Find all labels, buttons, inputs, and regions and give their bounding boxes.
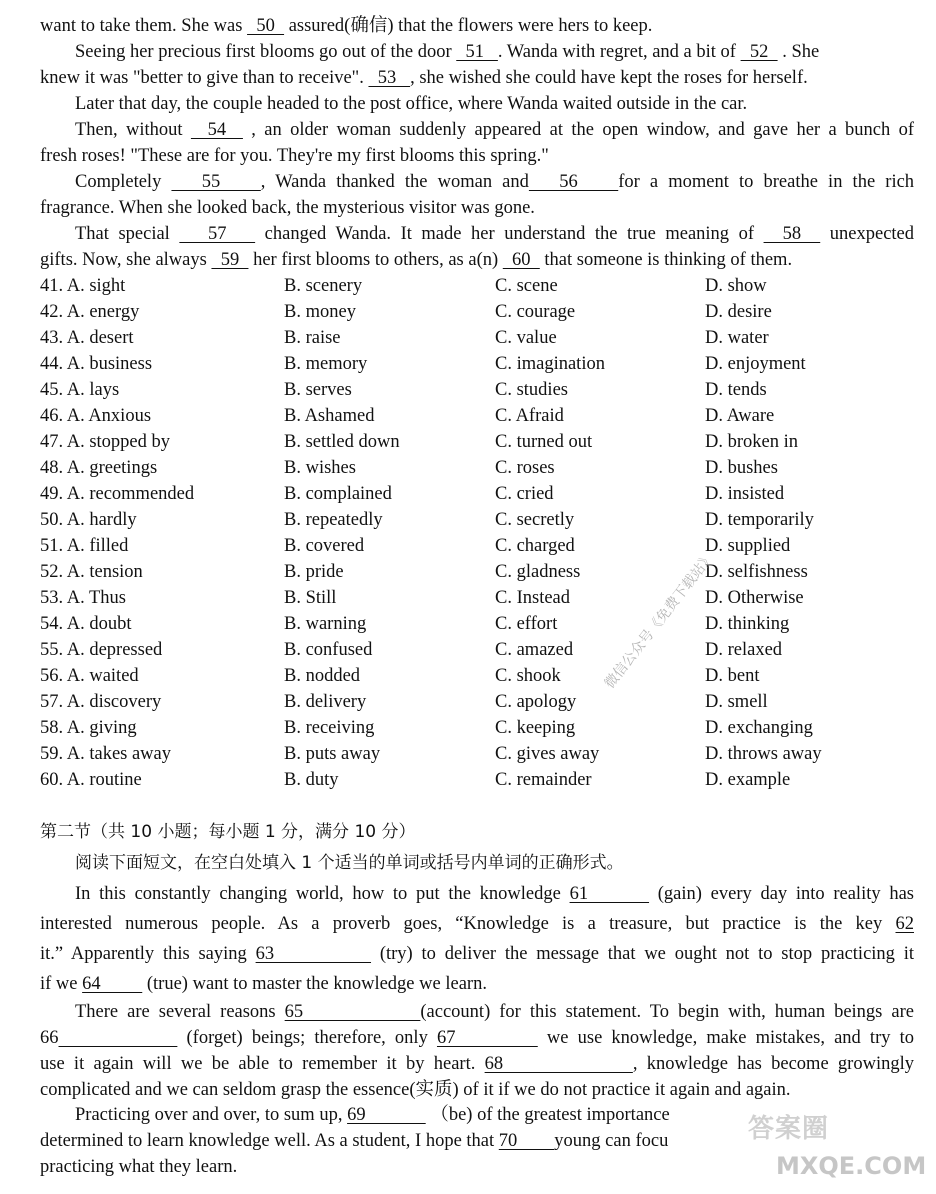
logo-mark: 答案圈	[748, 1114, 830, 1144]
passage-line-2: Seeing her precious first blooms go out of the door 51 . Wanda with regret, and a bit of 52 . She	[75, 42, 820, 62]
option-51-b: B. covered	[284, 536, 365, 556]
option-44-a: 44. A. business	[40, 354, 153, 374]
option-49-c: C. cried	[495, 484, 554, 504]
option-59-d: D. throws away	[705, 744, 822, 764]
option-46-c: C. Afraid	[495, 406, 564, 426]
option-53-d: D. Otherwise	[705, 588, 804, 608]
option-54-a: 54. A. doubt	[40, 614, 132, 634]
option-49-d: D. insisted	[705, 484, 785, 504]
blank-69: 69	[347, 1105, 426, 1125]
blank-58: 58	[763, 224, 821, 244]
option-52-c: C. gladness	[495, 562, 581, 582]
option-48-b: B. wishes	[284, 458, 356, 478]
blank-68: 68	[484, 1054, 633, 1074]
option-57-d: D. smell	[705, 692, 768, 712]
option-60-d: D. example	[705, 770, 791, 790]
option-51-d: D. supplied	[705, 536, 791, 556]
option-47-c: C. turned out	[495, 432, 593, 452]
option-48-c: C. roses	[495, 458, 555, 478]
s2-line-4: if we 64 (true) want to master the knowledge we learn.	[40, 974, 487, 994]
option-44-d: D. enjoyment	[705, 354, 806, 374]
s2-line-5: There are several reasons 65 (account) for this statement. To begin with, human beings are	[75, 1002, 914, 1022]
option-55-c: C. amazed	[495, 640, 574, 660]
option-52-a: 52. A. tension	[40, 562, 143, 582]
option-45-d: D. tends	[705, 380, 767, 400]
passage-line-10: gifts. Now, she always 59 her first blooms to others, as a(n) 60 that someone is thinking of them.	[40, 250, 793, 270]
passage-line-9: That special 57 changed Wanda. It made her understand the true meaning of 58 unexpected	[75, 224, 914, 244]
option-41-c: C. scene	[495, 276, 558, 296]
passage-line-5: Then, without 54 , an older woman suddenly appeared at the open window, and gave her a bunch of	[75, 120, 914, 140]
blank-65: 65	[284, 1002, 421, 1022]
blank-51: 51	[456, 42, 498, 62]
blank-56: 56	[528, 172, 619, 192]
option-46-d: D. Aware	[705, 406, 775, 426]
option-55-d: D. relaxed	[705, 640, 783, 660]
blank-59: 59	[211, 250, 249, 270]
option-54-b: B. warning	[284, 614, 367, 634]
passage-line-4: Later that day, the couple headed to the post office, where Wanda waited outside in the car.	[75, 94, 748, 114]
option-41-b: B. scenery	[284, 276, 363, 296]
option-51-c: C. charged	[495, 536, 575, 556]
option-50-a: 50. A. hardly	[40, 510, 137, 530]
option-45-c: C. studies	[495, 380, 568, 400]
option-50-c: C. secretly	[495, 510, 575, 530]
section2-instruction: 阅读下面短文，在空白处填入 1 个适当的单词或括号内单词的正确形式。	[75, 853, 624, 873]
blank-62: 62	[895, 914, 914, 934]
logo-url: MXQE.COM	[776, 1152, 927, 1180]
passage-line-6: fresh roses! "These are for you. They're my first blooms this spring."	[40, 146, 549, 166]
option-49-b: B. complained	[284, 484, 392, 504]
option-60-a: 60. A. routine	[40, 770, 142, 790]
option-54-c: C. effort	[495, 614, 558, 634]
option-57-b: B. delivery	[284, 692, 367, 712]
option-43-a: 43. A. desert	[40, 328, 134, 348]
blank-60: 60	[502, 250, 540, 270]
option-59-b: B. puts away	[284, 744, 381, 764]
option-58-c: C. keeping	[495, 718, 576, 738]
option-47-d: D. broken in	[705, 432, 798, 452]
option-42-b: B. money	[284, 302, 356, 322]
site-logo	[748, 1108, 927, 1188]
option-59-a: 59. A. takes away	[40, 744, 172, 764]
option-43-b: B. raise	[284, 328, 341, 348]
option-42-c: C. courage	[495, 302, 576, 322]
option-46-a: 46. A. Anxious	[40, 406, 152, 426]
option-42-a: 42. A. energy	[40, 302, 140, 322]
s2-line-10: determined to learn knowledge well. As a student, I hope that 70 young can focu	[40, 1131, 669, 1151]
option-51-a: 51. A. filled	[40, 536, 129, 556]
option-48-d: D. bushes	[705, 458, 778, 478]
blank-50: 50	[247, 16, 285, 36]
blank-53: 53	[368, 68, 411, 88]
option-56-c: C. shook	[495, 666, 561, 686]
blank-67: 67	[436, 1028, 538, 1048]
option-50-d: D. temporarily	[705, 510, 814, 530]
s2-line-6: 66 (forget) beings; therefore, only 67 we use knowledge, make mistakes, and try to	[40, 1028, 914, 1048]
option-58-a: 58. A. giving	[40, 718, 137, 738]
option-47-a: 47. A. stopped by	[40, 432, 171, 452]
passage-line-7: Completely 55 , Wanda thanked the woman and 56 for a moment to breathe in the rich	[75, 172, 914, 192]
passage-line-3: knew it was "better to give than to receive". 53 , she wished she could have kept the roses for herself.	[40, 68, 808, 88]
option-44-c: C. imagination	[495, 354, 605, 374]
blank-64: 64	[82, 974, 143, 994]
option-57-a: 57. A. discovery	[40, 692, 162, 712]
option-50-b: B. repeatedly	[284, 510, 383, 530]
option-59-c: C. gives away	[495, 744, 600, 764]
option-53-c: C. Instead	[495, 588, 571, 608]
option-41-d: D. show	[705, 276, 767, 296]
s2-line-8: complicated and we can seldom grasp the essence(实质) of it if we do not practice it again and again.	[40, 1080, 791, 1100]
s2-line-7: use it again will we be able to remember it by heart. 68 , knowledge has become growingly	[40, 1054, 914, 1074]
blank-61: 61	[569, 884, 650, 904]
blank-54: 54	[190, 120, 243, 140]
blank-70: 70	[498, 1131, 555, 1151]
option-44-b: B. memory	[284, 354, 368, 374]
s2-line-3: it.” Apparently this saying 63 (try) to deliver the message that we ought not to stop practicing it	[40, 944, 914, 964]
option-46-b: B. Ashamed	[284, 406, 375, 426]
s2-line-1: In this constantly changing world, how to put the knowledge 61 (gain) every day into reality has	[75, 884, 914, 904]
s2-line-2: interested numerous people. As a proverb goes, “Knowledge is a treasure, but practice is the key 62	[40, 914, 914, 934]
option-43-d: D. water	[705, 328, 769, 348]
option-45-a: 45. A. lays	[40, 380, 120, 400]
s2-line-9: Practicing over and over, to sum up, 69 （be) of the greatest importance	[75, 1105, 670, 1125]
passage-line-1: want to take them. She was 50 assured(确信) that the flowers were hers to keep.	[40, 16, 653, 36]
blank-63: 63	[255, 944, 372, 964]
option-47-b: B. settled down	[284, 432, 400, 452]
option-53-a: 53. A. Thus	[40, 588, 127, 608]
option-60-b: B. duty	[284, 770, 339, 790]
option-60-c: C. remainder	[495, 770, 592, 790]
blank-55: 55	[171, 172, 261, 192]
blank-52: 52	[740, 42, 778, 62]
option-43-c: C. value	[495, 328, 557, 348]
option-42-d: D. desire	[705, 302, 772, 322]
option-52-d: D. selfishness	[705, 562, 808, 582]
option-55-a: 55. A. depressed	[40, 640, 163, 660]
option-41-a: 41. A. sight	[40, 276, 126, 296]
option-58-b: B. receiving	[284, 718, 375, 738]
option-52-b: B. pride	[284, 562, 344, 582]
option-55-b: B. confused	[284, 640, 373, 660]
option-56-a: 56. A. waited	[40, 666, 139, 686]
option-56-d: D. bent	[705, 666, 760, 686]
s2-line-11: practicing what they learn.	[40, 1157, 238, 1177]
watermark-text: 微信公众号《免费下载站》	[601, 549, 718, 692]
blank-57: 57	[179, 224, 256, 244]
option-53-b: B. Still	[284, 588, 337, 608]
section2-heading: 第二节（共 10 小题；每小题 1 分，满分 10 分）	[40, 822, 416, 842]
option-57-c: C. apology	[495, 692, 577, 712]
option-48-a: 48. A. greetings	[40, 458, 158, 478]
option-58-d: D. exchanging	[705, 718, 813, 738]
option-49-a: 49. A. recommended	[40, 484, 195, 504]
passage-line-8: fragrance. When she looked back, the mysterious visitor was gone.	[40, 198, 535, 218]
blank-66	[59, 1028, 178, 1048]
option-54-d: D. thinking	[705, 614, 790, 634]
option-45-b: B. serves	[284, 380, 352, 400]
option-56-b: B. nodded	[284, 666, 361, 686]
